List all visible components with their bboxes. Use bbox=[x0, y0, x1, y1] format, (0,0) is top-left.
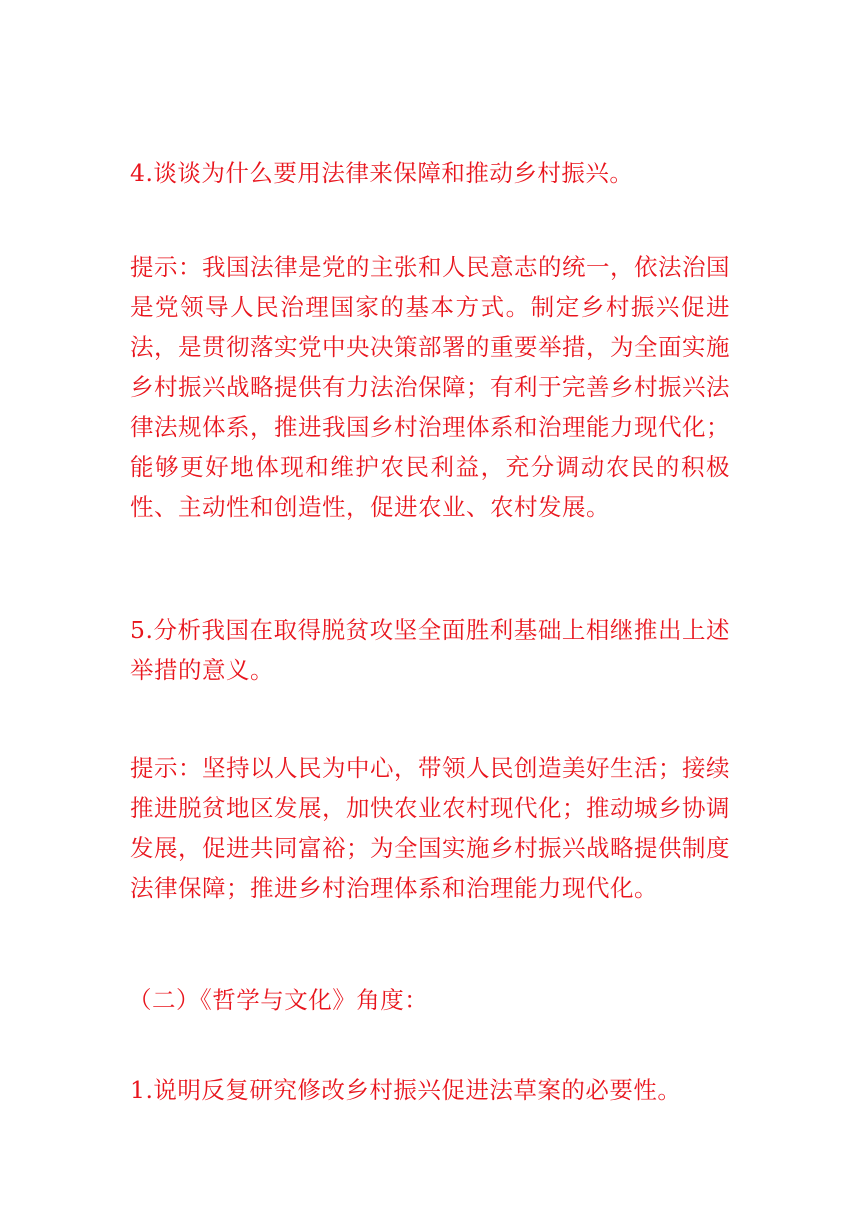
answer-4: 提示：我国法律是党的主张和人民意志的统一，依法治国是党领导人民治理国家的基本方式。制定乡村振兴促进法，是贯彻落实党中央决策部署的重要举措，为全面实施乡村振兴战略提供有力法治保障；有利于完善乡村振兴法律法规体系，推进我国乡村治理体系和治理能力现代化；能够更好地体现和维护农民利益，充分调动农民的积极性、主动性和创造性，促进农业、农村发展。 bbox=[130, 253, 730, 521]
question-5: 5.分析我国在取得脱贫攻坚全面胜利基础上相继推出上述举措的意义。 bbox=[130, 616, 730, 684]
section-heading: （二）《哲学与文化》角度： bbox=[128, 986, 429, 1014]
question-4: 4.谈谈为什么要用法律来保障和推动乡村振兴。 bbox=[130, 159, 634, 187]
answer-5: 提示：坚持以人民为中心，带领人民创造美好生活；接续推进脱贫地区发展，加快农业农村现代化；推动城乡协调发展，促进共同富裕；为全国实施乡村振兴战略提供制度法律保障；推进乡村治理体系和治理能力现代化。 bbox=[130, 754, 730, 902]
question-1: 1.说明反复研究修改乡村振兴促进法草案的必要性。 bbox=[130, 1076, 682, 1104]
